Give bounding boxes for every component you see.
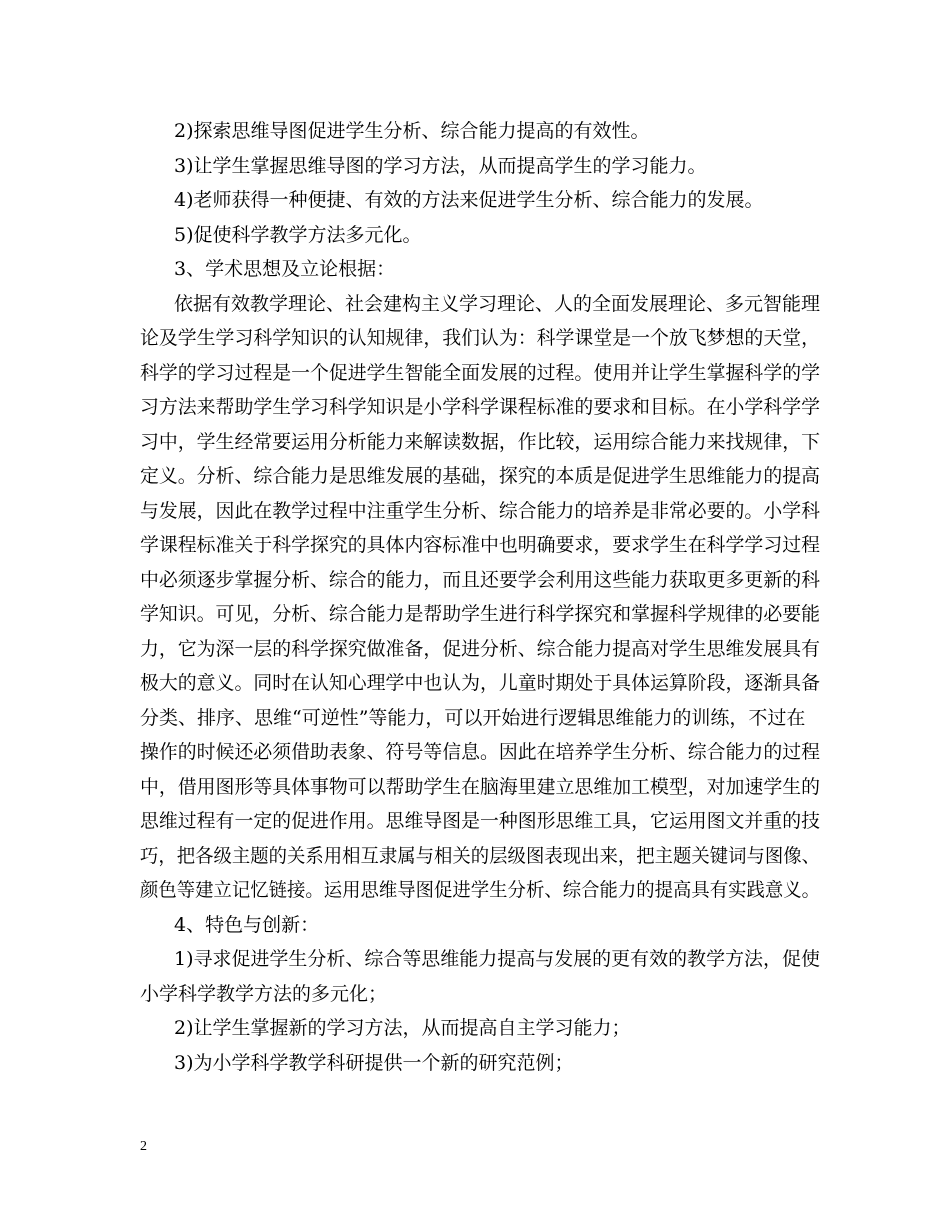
text-line: 定义。分析、综合能力是思维发展的基础，探究的本质是促进学生思维能力的提高 bbox=[140, 465, 820, 487]
text-line: 小学科学教学方法的多元化； bbox=[140, 982, 388, 1005]
text-line: 颜色等建立记忆链接。运用思维导图促进学生分析、综合能力的提高具有实践意义。 bbox=[140, 879, 820, 901]
text-line: 习中，学生经常要运用分析能力来解读数据，作比较，运用综合能力来找规律，下 bbox=[140, 430, 820, 453]
text-line: 中必须逐步掌握分析、综合的能力，而且还要学会利用这些能力获取更多更新的科 bbox=[140, 568, 820, 591]
text-line: 2)探索思维导图促进学生分析、综合能力提高的有效性。 bbox=[174, 120, 650, 142]
text-line: 中，借用图形等具体事物可以帮助学生在脑海里建立思维加工模型，对加速学生的 bbox=[140, 775, 820, 798]
text-line: 学知识。可见，分析、综合能力是帮助学生进行科学探究和掌握科学规律的必要能 bbox=[140, 603, 820, 625]
document-body bbox=[140, 114, 820, 1080]
text-line: 操作的时候还必须借助表象、符号等信息。因此在培养学生分析、综合能力的过程 bbox=[140, 741, 820, 763]
text-line: 力，它为深一层的科学探究做准备，促进分析、综合能力提高对学生思维发展具有 bbox=[140, 637, 820, 660]
text-line: 分类、排序、思维“可逆性”等能力，可以开始进行逻辑思维能力的训练，不过在 bbox=[140, 706, 806, 729]
text-line: 巧，把各级主题的关系用相互隶属与相关的层级图表现出来，把主题关键词与图像、 bbox=[140, 844, 820, 867]
page-number: 2 bbox=[140, 1139, 147, 1154]
text-line: 4)老师获得一种便捷、有效的方法来促进学生分析、综合能力的发展。 bbox=[174, 189, 764, 211]
text-line: 极大的意义。同时在认知心理学中也认为，儿童时期处于具体运算阶段，逐渐具备 bbox=[140, 672, 820, 694]
text-line: 学课程标准关于科学探究的具体内容标准中也明确要求，要求学生在科学学习过程 bbox=[140, 534, 820, 556]
text-line: 3)让学生掌握思维导图的学习方法，从而提高学生的学习能力。 bbox=[174, 154, 707, 177]
text-line: 5)促使科学教学方法多元化。 bbox=[174, 223, 422, 246]
text-line: 与发展，因此在教学过程中注重学生分析、综合能力的培养是非常必要的。小学科 bbox=[140, 499, 820, 522]
text-line: 论及学生学习科学知识的认知规律，我们认为：科学课堂是一个放飞梦想的天堂， bbox=[140, 327, 820, 349]
text-line: 3、学术思想及立论根据： bbox=[174, 258, 396, 280]
text-line: 1)寻求促进学生分析、综合等思维能力提高与发展的更有效的教学方法，促使 bbox=[174, 948, 820, 970]
text-line: 习方法来帮助学生学习科学知识是小学科学课程标准的要求和目标。在小学科学学 bbox=[140, 396, 820, 418]
text-line: 思维过程有一定的促进作用。思维导图是一种图形思维工具，它运用图文并重的技 bbox=[140, 810, 820, 832]
text-line: 依据有效教学理论、社会建构主义学习理论、人的全面发展理论、多元智能理 bbox=[174, 292, 821, 315]
text-line: 4、特色与创新： bbox=[174, 913, 320, 936]
text-line: 3)为小学科学教学科研提供一个新的研究范例； bbox=[174, 1051, 574, 1074]
text-line: 科学的学习过程是一个促进学生智能全面发展的过程。使用并让学生掌握科学的学 bbox=[140, 361, 820, 384]
text-line: 2)让学生掌握新的学习方法，从而提高自主学习能力； bbox=[174, 1017, 631, 1039]
